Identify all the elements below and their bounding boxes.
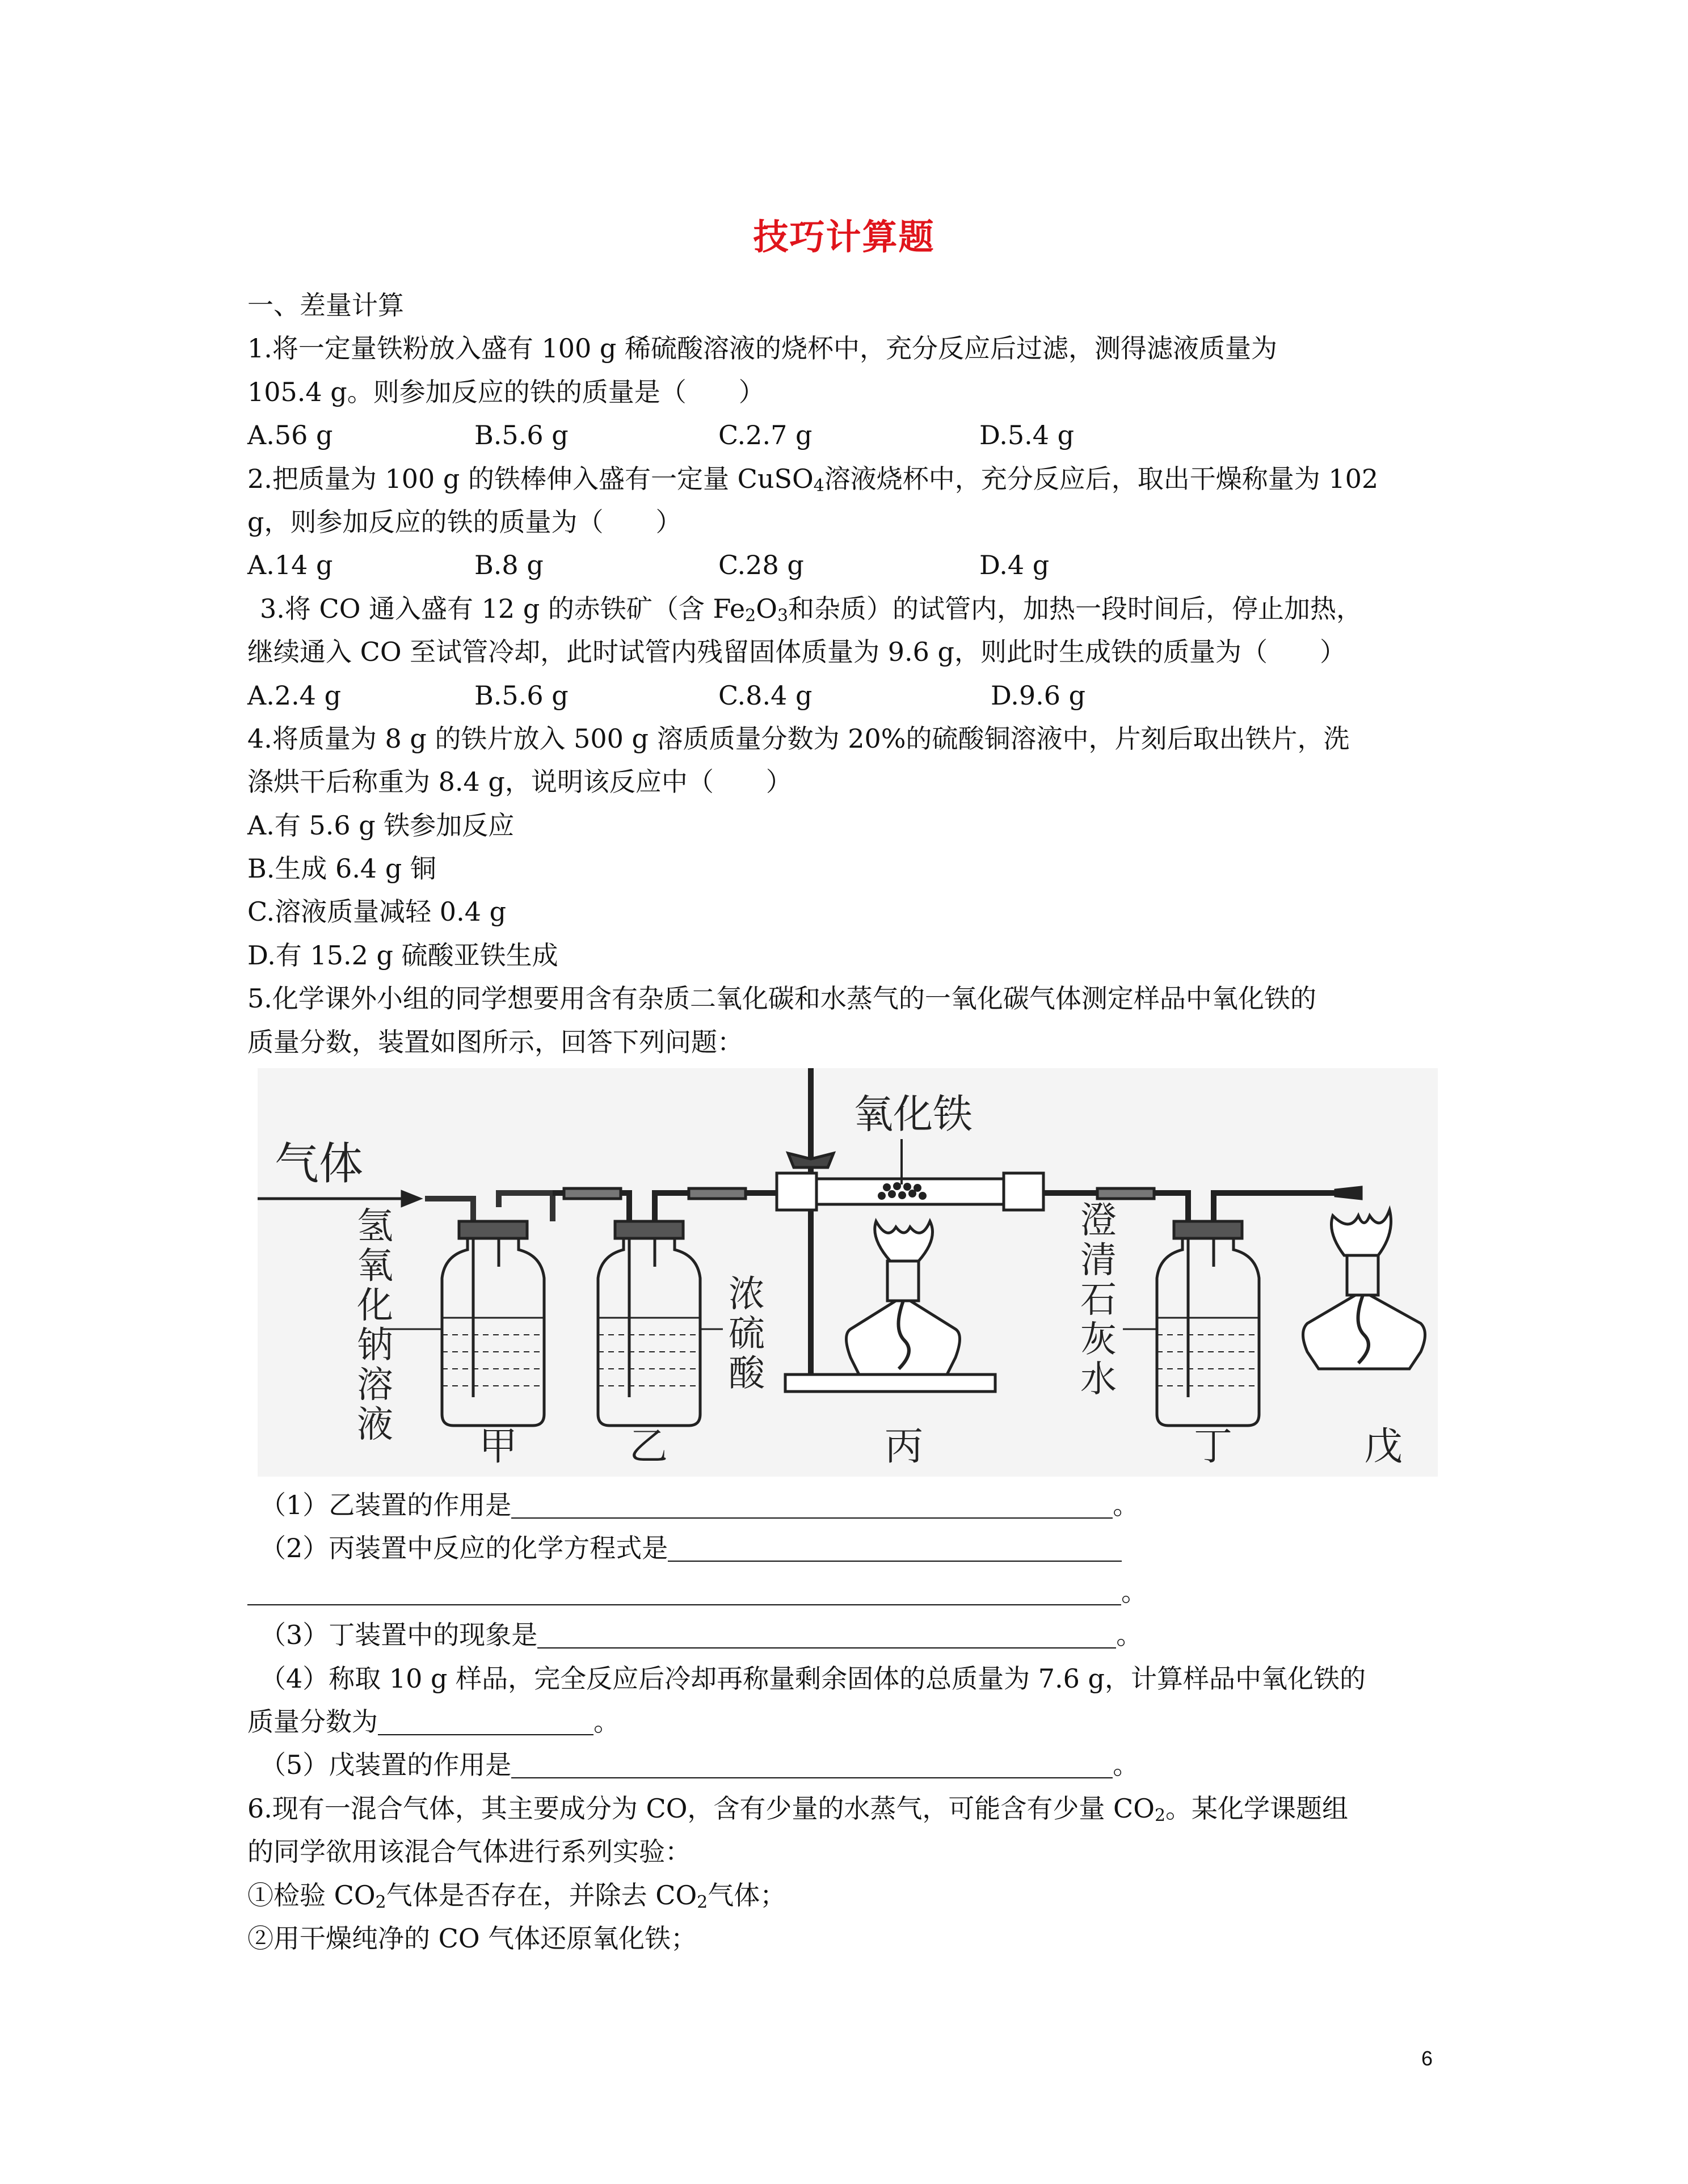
q3-option-a: A.2.4 g	[247, 680, 342, 711]
q5-part3-prompt: （3）丁装置中的现象是	[260, 1620, 538, 1651]
q2-options	[247, 543, 1450, 587]
q2-line1	[247, 457, 1450, 500]
q1-line2: 105.4 g。则参加反应的铁的质量是（ ）	[247, 376, 765, 407]
q3-line1	[247, 587, 1450, 630]
q2-option-b: B.8 g	[474, 550, 544, 581]
svg-text:灰: 灰	[1080, 1319, 1117, 1361]
q3-option-d: D.9.6 g	[991, 680, 1086, 711]
q2-option-a: A.14 g	[247, 550, 333, 581]
q2-text-a: 2.把质量为 100 g 的铁棒伸入盛有一定量 CuSO	[247, 463, 814, 494]
naoh-label	[357, 1205, 393, 1446]
figure-background	[258, 1068, 1438, 1477]
q5-line1: 5.化学课外小组的同学想要用含有杂质二氧化碳和水蒸气的一氧化碳气体测定样品中氧化铁的	[247, 983, 1316, 1014]
page-title: 技巧计算题	[753, 216, 935, 258]
q6-text-b: 。某化学课题组	[1165, 1793, 1349, 1824]
answer-blank-2b[interactable]	[247, 1579, 1121, 1605]
svg-text:酸: 酸	[729, 1353, 765, 1395]
svg-text:氢: 氢	[357, 1205, 393, 1248]
q5-part4-end: 。	[593, 1706, 620, 1737]
svg-text:溶: 溶	[357, 1364, 393, 1407]
q2-option-c: C.28 g	[718, 550, 804, 581]
q6-step1	[247, 1874, 1450, 1917]
q5-part2-prompt: （2）丙装置中反应的化学方程式是	[260, 1533, 668, 1564]
apparatus-figure	[247, 1064, 1450, 1483]
q2-subscript: 4	[813, 475, 824, 496]
q6-step1-c: 气体；	[708, 1879, 786, 1911]
h2so4-label	[729, 1274, 765, 1395]
answer-blank-3[interactable]	[537, 1622, 1116, 1648]
q6-step1-a: ①检验 CO	[247, 1879, 376, 1911]
q5-part5	[247, 1743, 1450, 1786]
svg-text:化: 化	[357, 1285, 393, 1327]
svg-text:石: 石	[1080, 1279, 1117, 1322]
answer-blank-5[interactable]	[511, 1752, 1113, 1778]
q5-part1-prompt: （1）乙装置的作用是	[260, 1490, 512, 1521]
q6-subscript: 2	[1154, 1805, 1166, 1825]
svg-text:氧: 氧	[357, 1245, 393, 1288]
q5-part1	[247, 1483, 1450, 1527]
q4-option-c: C.溶液质量减轻 0.4 g	[247, 896, 507, 927]
iron-oxide-label: 氧化铁	[853, 1091, 973, 1138]
q5-part2-end: 。	[1121, 1576, 1147, 1607]
q3-subscript-2: 3	[777, 605, 789, 626]
svg-text:水: 水	[1080, 1359, 1117, 1401]
q2-text-b: 溶液烧杯中，充分反应后，取出干燥称量为 102	[824, 463, 1379, 494]
apparatus-diagram	[258, 1068, 1438, 1477]
q5-part4-prompt: 质量分数为	[247, 1706, 378, 1737]
unit-yi: 乙	[629, 1424, 668, 1470]
q6-step1-sub2: 2	[697, 1892, 708, 1912]
q2-line2: g，则参加反应的铁的质量为（ ）	[247, 506, 682, 537]
q4-option-a: A.有 5.6 g 铁参加反应	[247, 809, 515, 841]
q5-part5-end: 。	[1113, 1749, 1139, 1781]
q5-line2: 质量分数，装置如图所示，回答下列问题：	[247, 1026, 743, 1057]
q3-text-b: O	[756, 593, 777, 624]
q4-option-d: D.有 15.2 g 硫酸亚铁生成	[247, 939, 558, 971]
unit-wu: 戊	[1364, 1424, 1403, 1470]
q1-option-a: A.56 g	[247, 420, 333, 451]
section-heading: 一、差量计算	[247, 290, 404, 321]
q3-options	[247, 674, 1450, 717]
svg-text:澄: 澄	[1080, 1200, 1117, 1242]
q3-text-a: 3.将 CO 通入盛有 12 g 的赤铁矿（含 Fe	[260, 593, 746, 624]
q5-part2	[247, 1527, 1450, 1570]
q6-step2: ②用干燥纯净的 CO 气体还原氧化铁；	[247, 1922, 697, 1954]
q6-line2: 的同学欲用该混合气体进行系列实验：	[247, 1836, 691, 1867]
q5-part1-end: 。	[1113, 1490, 1139, 1521]
answer-blank-2a[interactable]	[668, 1536, 1122, 1562]
q4-line2: 涤烘干后称重为 8.4 g，说明该反应中（ ）	[247, 766, 792, 798]
q6-line1	[247, 1787, 1450, 1830]
q6-step1-b: 气体是否存在，并除去 CO	[386, 1879, 697, 1911]
q1-line1: 1.将一定量铁粉放入盛有 100 g 稀硫酸溶液的烧杯中，充分反应后过滤，测得滤液质量为	[247, 333, 1278, 364]
q5-part4-line1: （4）称取 10 g 样品，完全反应后冷却再称量剩余固体的总质量为 7.6 g，计算样品中氧化铁的	[260, 1663, 1366, 1694]
answer-blank-4[interactable]	[378, 1709, 593, 1735]
q3-text-c: 和杂质）的试管内，加热一段时间后，停止加热，	[788, 593, 1363, 624]
page-number: 6	[1421, 2047, 1433, 2070]
answer-blank-1[interactable]	[511, 1492, 1113, 1519]
q3-option-b: B.5.6 g	[474, 680, 569, 711]
q4-line1: 4.将质量为 8 g 的铁片放入 500 g 溶质质量分数为 20%的硫酸铜溶液中，片刻后取出铁片，洗	[247, 723, 1350, 754]
q1-options	[247, 414, 1450, 457]
q1-option-b: B.5.6 g	[474, 420, 569, 451]
q3-option-c: C.8.4 g	[718, 680, 813, 711]
svg-text:液: 液	[357, 1404, 393, 1447]
q5-part3	[247, 1613, 1450, 1656]
q5-part4-line2	[247, 1700, 1450, 1743]
q5-part3-end: 。	[1116, 1620, 1143, 1651]
q3-line2: 继续通入 CO 至试管冷却，此时试管内残留固体质量为 9.6 g，则此时生成铁的质量为（ ）	[247, 636, 1346, 668]
content-body	[247, 284, 1450, 1960]
svg-text:硫: 硫	[729, 1313, 765, 1356]
gas-label: 气体	[275, 1139, 364, 1190]
unit-jia: 甲	[479, 1424, 518, 1470]
q6-text-a: 6.现有一混合气体，其主要成分为 CO，含有少量的水蒸气，可能含有少量 CO	[247, 1793, 1155, 1824]
q4-option-b: B.生成 6.4 g 铜	[247, 853, 436, 884]
q2-option-d: D.4 g	[979, 550, 1050, 581]
limewater-label	[1080, 1200, 1117, 1401]
q3-subscript-1: 2	[745, 605, 756, 626]
unit-ding: 丁	[1194, 1424, 1233, 1470]
q5-part5-prompt: （5）戊装置的作用是	[260, 1749, 512, 1781]
q6-step1-sub1: 2	[375, 1892, 386, 1912]
unit-bing: 丙	[885, 1424, 924, 1470]
q1-option-c: C.2.7 g	[718, 420, 813, 451]
svg-text:清: 清	[1080, 1239, 1117, 1282]
svg-text:钠: 钠	[357, 1325, 393, 1367]
q1-option-d: D.5.4 g	[979, 420, 1075, 451]
svg-text:浓: 浓	[729, 1274, 765, 1316]
q5-part2-cont	[247, 1570, 1450, 1613]
